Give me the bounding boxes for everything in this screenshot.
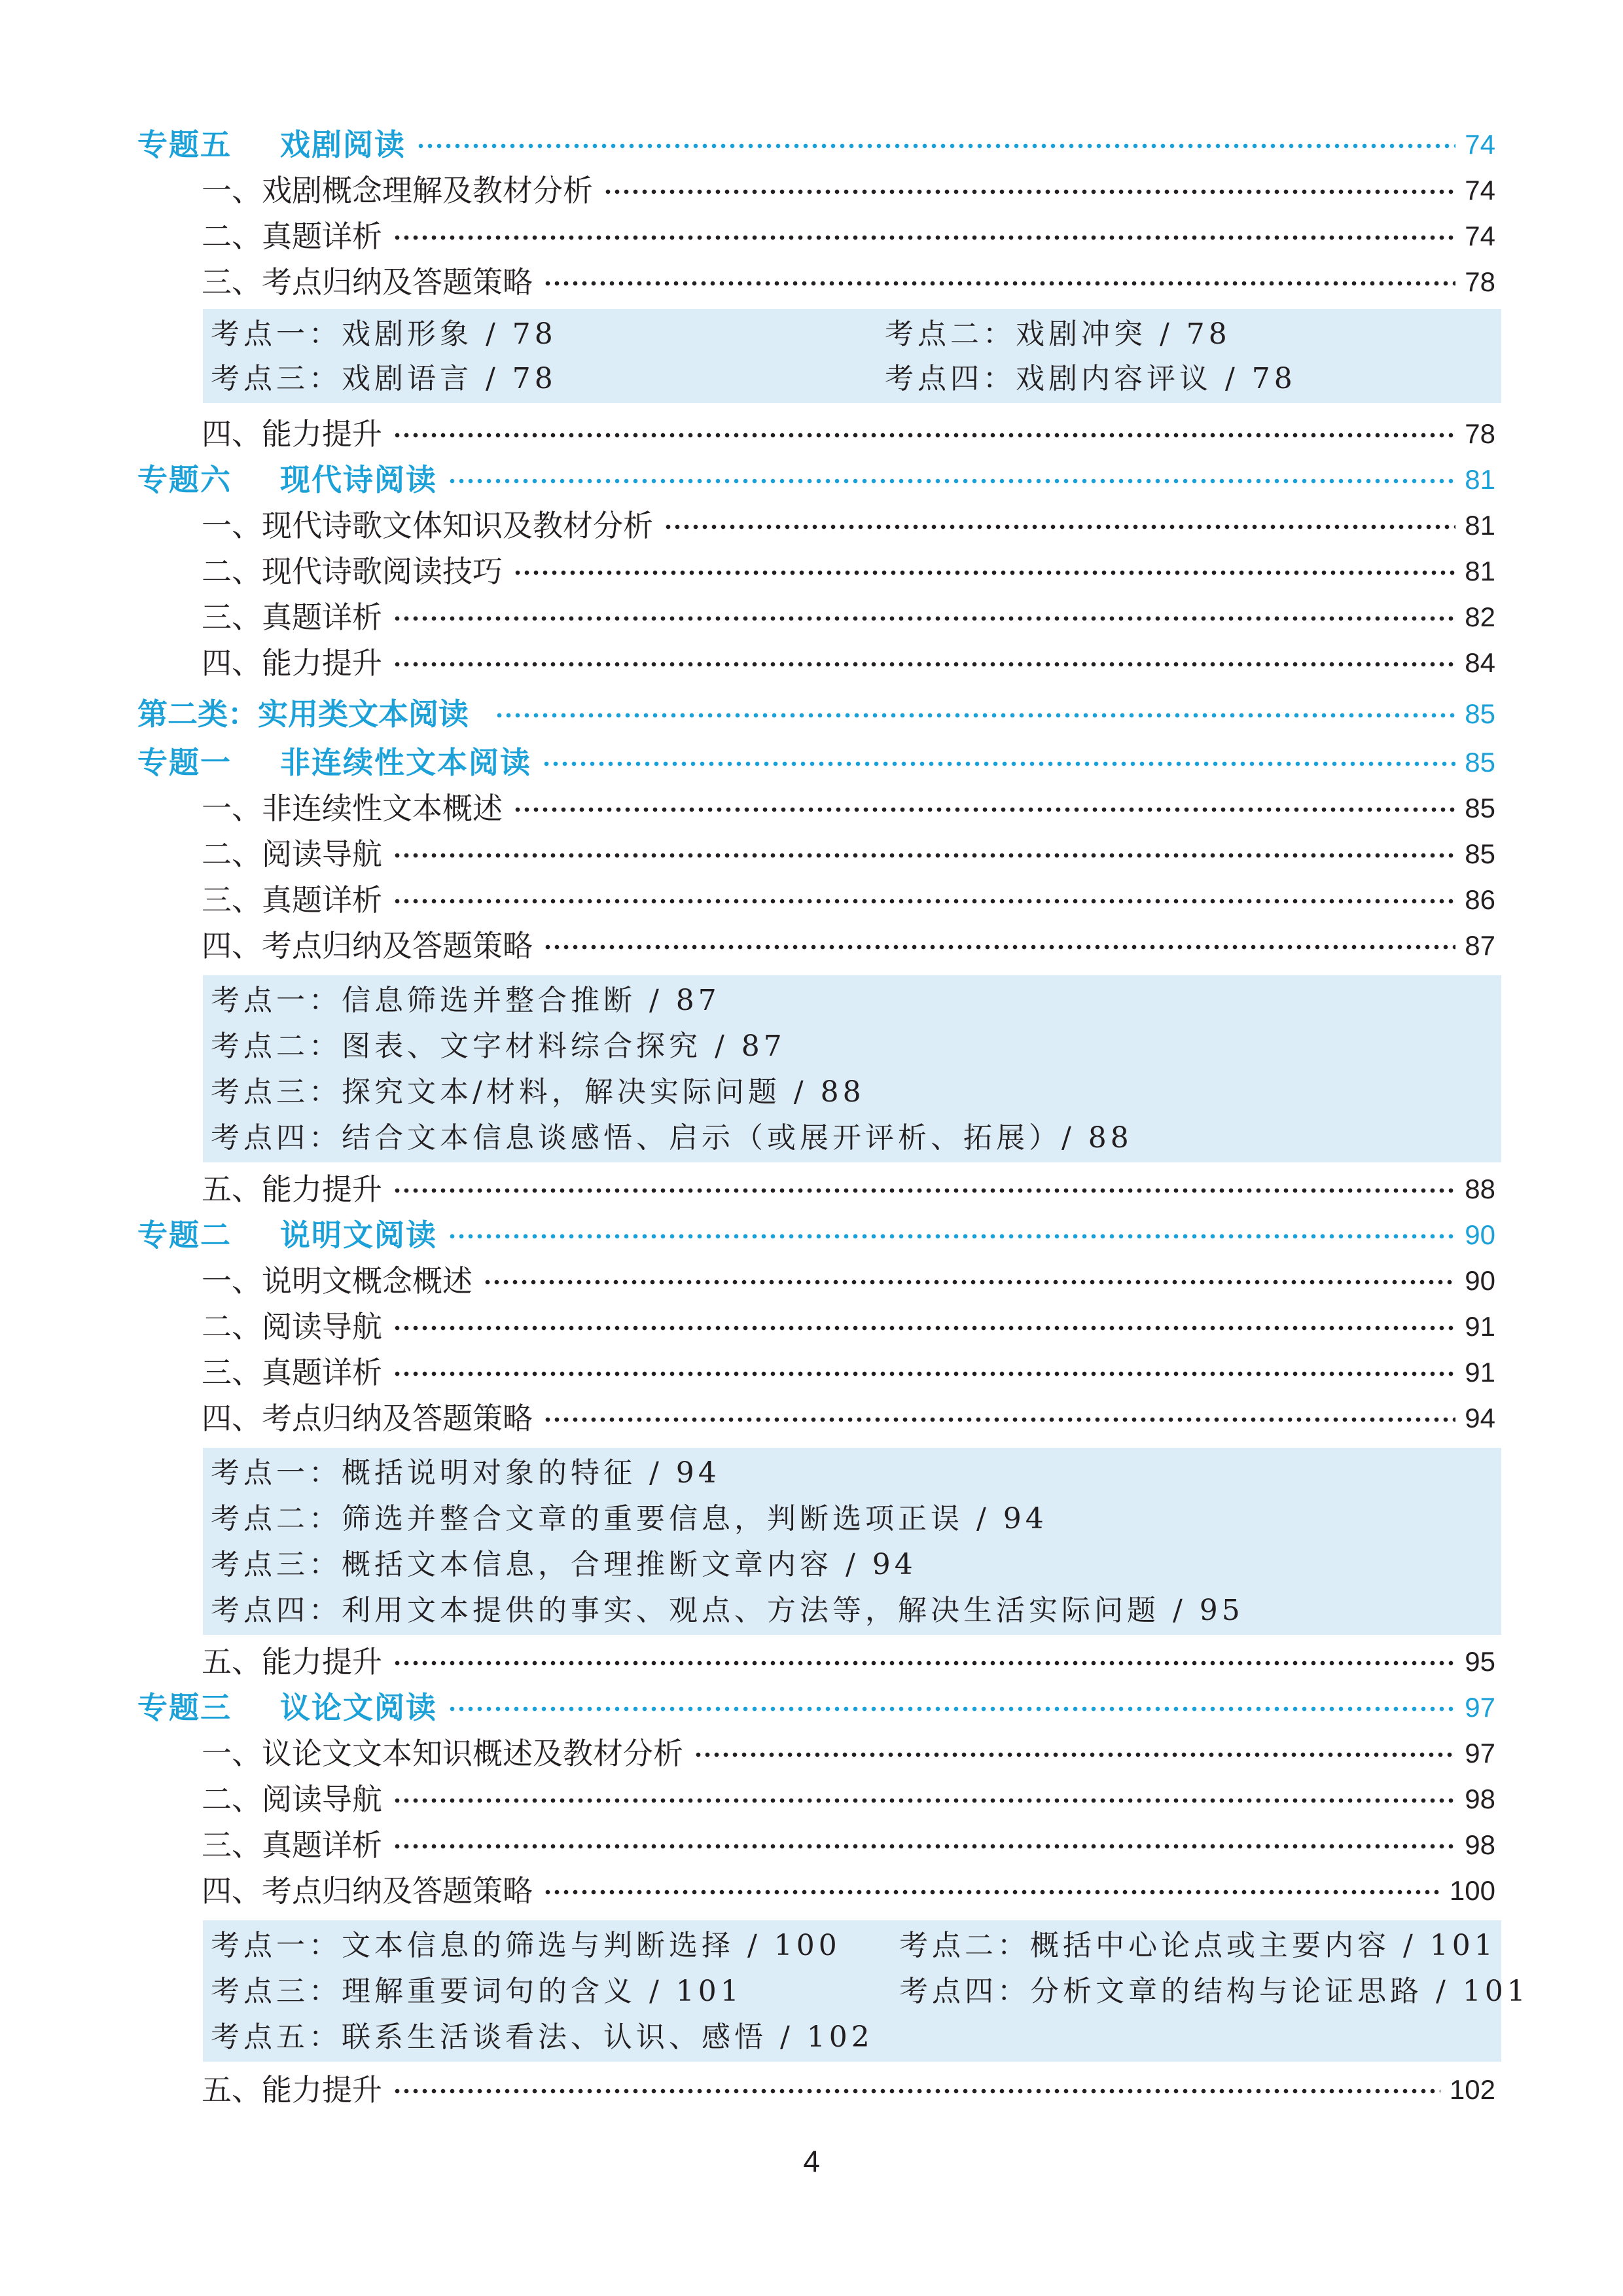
toc-topic-drama[interactable] <box>137 122 1495 168</box>
page-number: 98 <box>1465 1784 1495 1814</box>
dot-leader <box>393 616 1455 621</box>
page-number: 95 <box>1465 1646 1495 1677</box>
page-number: 85 <box>1465 698 1495 729</box>
entry-title: 一、说明文概念概述 <box>202 1263 473 1299</box>
entry-title: 二、阅读导航 <box>202 1782 382 1817</box>
entry-title: 一、现代诗歌文体知识及教材分析 <box>202 508 653 543</box>
toc-topic-expository[interactable] <box>137 1212 1495 1258</box>
key-point: 考点三：概括文本信息，合理推断文章内容 / 94 <box>211 1548 917 1581</box>
key-point: 考点四：戏剧内容评议 / 78 <box>885 362 1296 395</box>
entry-title: 三、真题详析 <box>202 1827 382 1863</box>
key-point: 考点五：联系生活谈看法、认识、感悟 / 102 <box>211 2020 874 2054</box>
dot-leader <box>393 899 1455 904</box>
page-number: 81 <box>1465 510 1495 541</box>
page-number: 82 <box>1465 601 1495 632</box>
topic-title: 专题五 戏剧阅读 <box>137 127 406 162</box>
key-point: 考点四：结合文本信息谈感悟、启示（或展开评析、拓展）/ 88 <box>211 1121 1133 1155</box>
dot-leader <box>495 713 1455 718</box>
dot-leader <box>694 1752 1455 1757</box>
page-number: 94 <box>1465 1403 1495 1433</box>
dot-leader <box>393 1325 1455 1331</box>
topic-title: 专题三 议论文阅读 <box>137 1690 437 1725</box>
page-number: 84 <box>1465 647 1495 678</box>
dot-leader <box>393 433 1455 438</box>
toc-entry[interactable] <box>202 259 1495 305</box>
entry-title: 三、真题详析 <box>202 600 382 635</box>
entry-title: 一、议论文文本知识概述及教材分析 <box>202 1736 683 1771</box>
dot-leader <box>664 524 1455 529</box>
page-number: 81 <box>1465 464 1495 495</box>
dot-leader <box>513 807 1455 812</box>
key-point: 考点四：利用文本提供的事实、观点、方法等，解决生活实际问题 / 95 <box>211 1594 1244 1627</box>
entry-title: 五、能力提升 <box>202 1644 382 1679</box>
key-points-box <box>203 1448 1501 1635</box>
entry-title: 三、真题详析 <box>202 1355 382 1390</box>
dot-leader <box>393 1844 1455 1849</box>
toc-entry[interactable] <box>202 213 1495 259</box>
toc-entry[interactable] <box>202 1166 1495 1212</box>
entry-title: 四、考点归纳及答题策略 <box>202 1401 533 1436</box>
dot-leader <box>603 189 1455 194</box>
dot-leader <box>543 281 1455 286</box>
page-number: 98 <box>1465 1829 1495 1860</box>
entry-title: 二、现代诗歌阅读技巧 <box>202 554 503 589</box>
page-number: 90 <box>1465 1265 1495 1296</box>
page-number: 85 <box>1465 793 1495 823</box>
page-number: 88 <box>1465 1174 1495 1204</box>
dot-leader <box>393 662 1455 667</box>
page-number: 90 <box>1465 1219 1495 1250</box>
entry-title: 一、非连续性文本概述 <box>202 791 503 826</box>
dot-leader <box>393 1371 1455 1376</box>
page-number: 78 <box>1465 266 1495 297</box>
toc-entry[interactable] <box>202 1868 1495 1914</box>
key-point: 考点一：概括说明对象的特征 / 94 <box>211 1456 721 1490</box>
toc-entry[interactable] <box>202 640 1495 686</box>
toc-topic-noncontinuous-text[interactable] <box>137 740 1495 785</box>
entry-title: 三、考点归纳及答题策略 <box>202 264 533 300</box>
entry-title: 五、能力提升 <box>202 2072 382 2108</box>
key-point: 考点二：筛选并整合文章的重要信息，判断选项正误 / 94 <box>211 1502 1048 1535</box>
page-number: 74 <box>1465 175 1495 206</box>
dot-leader <box>448 478 1455 484</box>
key-point: 考点一：文本信息的筛选与判断选择 / 100 <box>211 1929 841 1962</box>
topic-title: 专题六 现代诗阅读 <box>137 462 437 497</box>
key-point: 考点二：图表、文字材料综合探究 / 87 <box>211 1030 786 1063</box>
toc-entry[interactable] <box>202 785 1495 831</box>
toc-entry[interactable] <box>202 1258 1495 1304</box>
key-point: 考点一：信息筛选并整合推断 / 87 <box>211 984 721 1017</box>
toc-topic-argumentative[interactable] <box>137 1685 1495 1731</box>
toc-entry[interactable] <box>202 1822 1495 1868</box>
toc-entry[interactable] <box>202 831 1495 877</box>
toc-topic-modern-poetry[interactable] <box>137 457 1495 503</box>
dot-leader <box>416 143 1455 149</box>
page-number: 85 <box>1465 747 1495 778</box>
page-footer-number: 4 <box>803 2144 820 2178</box>
entry-title: 二、阅读导航 <box>202 1309 382 1344</box>
key-points-box <box>203 1920 1529 2062</box>
key-points-box <box>203 975 1501 1162</box>
entry-title: 二、真题详析 <box>202 219 382 254</box>
key-point: 考点四：分析文章的结构与论证思路 / 101 <box>899 1975 1529 2008</box>
dot-leader <box>483 1280 1455 1285</box>
dot-leader <box>393 1660 1455 1666</box>
page-number: 97 <box>1465 1738 1495 1768</box>
page-number: 97 <box>1465 1692 1495 1723</box>
key-point: 考点二：概括中心论点或主要内容 / 101 <box>899 1929 1497 1962</box>
dot-leader <box>543 1417 1455 1422</box>
category-title: 第二类：实用类文本阅读 <box>137 696 469 732</box>
toc-entry[interactable] <box>202 1395 1495 1441</box>
entry-title: 五、能力提升 <box>202 1172 382 1207</box>
page-number: 91 <box>1465 1311 1495 1342</box>
dot-leader <box>393 2089 1440 2094</box>
toc-entry[interactable] <box>202 548 1495 594</box>
dot-leader <box>393 1798 1455 1803</box>
key-point: 考点三：戏剧语言 / 78 <box>211 362 557 395</box>
page-number: 81 <box>1465 556 1495 586</box>
toc-entry[interactable] <box>202 1731 1495 1776</box>
dot-leader <box>393 1188 1455 1193</box>
page-number: 91 <box>1465 1357 1495 1388</box>
entry-title: 一、戏剧概念理解及教材分析 <box>202 173 593 208</box>
toc-entry[interactable] <box>202 2067 1495 2113</box>
toc-entry[interactable] <box>202 168 1495 213</box>
topic-title: 专题一 非连续性文本阅读 <box>137 745 531 780</box>
toc-entry[interactable] <box>202 411 1495 457</box>
toc-entry[interactable] <box>202 503 1495 548</box>
dot-leader <box>448 1706 1455 1712</box>
page-number: 74 <box>1465 129 1495 160</box>
key-point: 考点三：探究文本/材料，解决实际问题 / 88 <box>211 1075 865 1109</box>
page-number: 74 <box>1465 221 1495 251</box>
dot-leader <box>543 944 1455 950</box>
page-number: 85 <box>1465 838 1495 869</box>
page-number: 102 <box>1449 2074 1495 2105</box>
entry-title: 二、阅读导航 <box>202 836 382 872</box>
key-point: 考点二：戏剧冲突 / 78 <box>885 317 1231 351</box>
toc-entry[interactable] <box>202 877 1495 923</box>
dot-leader <box>513 570 1455 575</box>
toc-entry[interactable] <box>202 1639 1495 1685</box>
toc-entry[interactable] <box>202 923 1495 969</box>
toc-entry[interactable] <box>202 1776 1495 1822</box>
dot-leader <box>393 853 1455 858</box>
dot-leader <box>448 1234 1455 1239</box>
page-number: 86 <box>1465 884 1495 915</box>
topic-title: 专题二 说明文阅读 <box>137 1217 437 1253</box>
toc-entry[interactable] <box>202 1350 1495 1395</box>
entry-title: 四、考点归纳及答题策略 <box>202 1873 533 1909</box>
key-points-box <box>203 309 1501 403</box>
toc-entry[interactable] <box>202 1304 1495 1350</box>
entry-title: 四、考点归纳及答题策略 <box>202 928 533 963</box>
page-number: 87 <box>1465 930 1495 961</box>
dot-leader <box>542 761 1455 766</box>
toc-category-practical-text[interactable] <box>137 691 1495 737</box>
dot-leader <box>543 1890 1440 1895</box>
entry-title: 三、真题详析 <box>202 882 382 918</box>
dot-leader <box>393 235 1455 240</box>
entry-title: 四、能力提升 <box>202 416 382 452</box>
page-number: 78 <box>1465 418 1495 449</box>
key-point: 考点三：理解重要词句的含义 / 101 <box>211 1975 743 2008</box>
key-point: 考点一：戏剧形象 / 78 <box>211 317 557 351</box>
entry-title: 四、能力提升 <box>202 645 382 681</box>
toc-entry[interactable] <box>202 594 1495 640</box>
page-number: 100 <box>1449 1875 1495 1906</box>
